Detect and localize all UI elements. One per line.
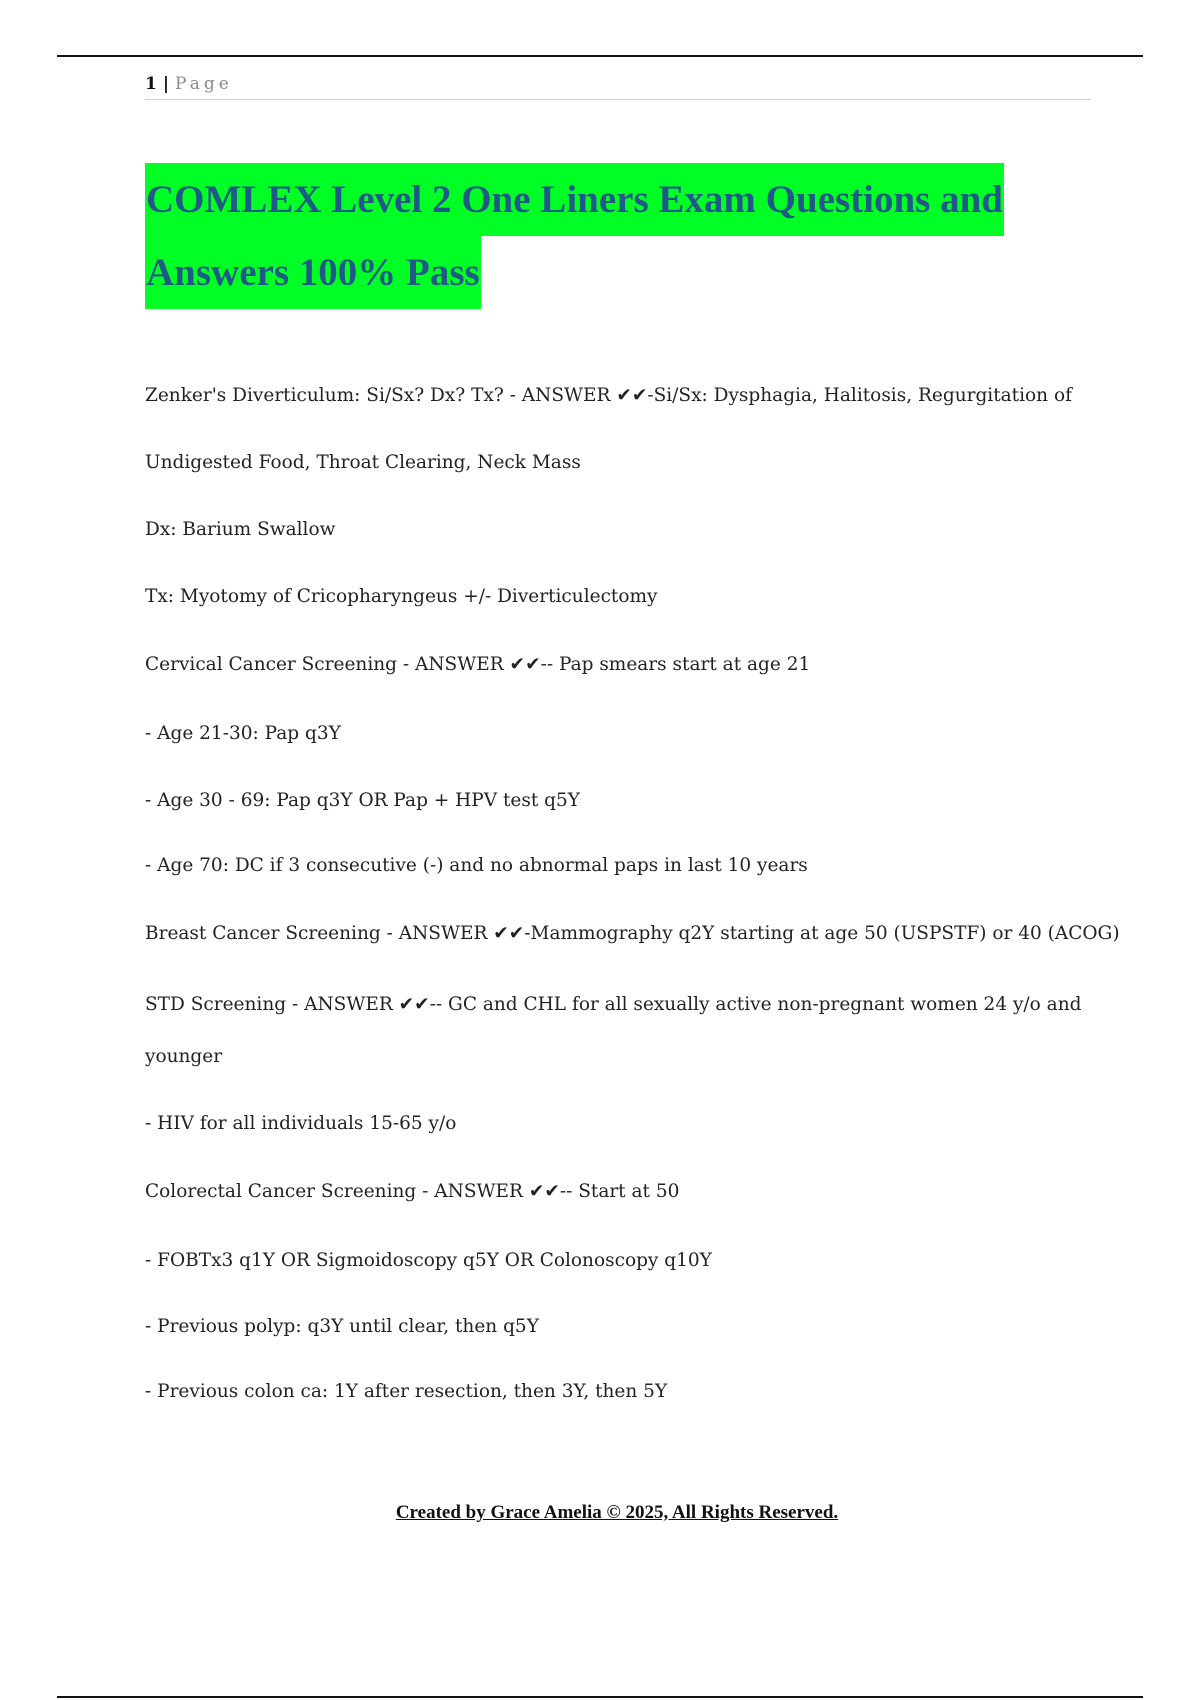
copyright-footer: Created by Grace Amelia © 2025, All Rights Reserved. bbox=[395, 1502, 839, 1523]
qa-cervical-age-21-30: - Age 21-30: Pap q3Y bbox=[145, 723, 341, 744]
page-separator: | bbox=[162, 74, 170, 94]
qa-colorectal-question: Colorectal Cancer Screening - ANSWER ✔✔-- Start at 50 bbox=[145, 1181, 680, 1202]
qa-cervical-question: Cervical Cancer Screening - ANSWER ✔✔-- Pap smears start at age 21 bbox=[145, 654, 811, 675]
title-line-1: COMLEX Level 2 One Liners Exam Questions and bbox=[145, 163, 1004, 236]
qa-zenker-tx: Tx: Myotomy of Cricopharyngeus +/- Diverticulectomy bbox=[145, 586, 658, 607]
bottom-rule bbox=[57, 1696, 1143, 1698]
qa-zenker-dx: Dx: Barium Swallow bbox=[145, 519, 336, 540]
document-title bbox=[145, 163, 1105, 309]
qa-cervical-age-30-69: - Age 30 - 69: Pap q3Y OR Pap + HPV test q5Y bbox=[145, 790, 581, 811]
qa-breast-question: Breast Cancer Screening - ANSWER ✔✔-Mammography q2Y starting at age 50 (USPSTF) or 40 (ACOG) bbox=[145, 923, 1120, 944]
page-label: Page bbox=[175, 74, 233, 94]
page-header bbox=[145, 73, 1091, 100]
qa-std-continued: younger bbox=[145, 1046, 223, 1067]
qa-zenker-question: Zenker's Diverticulum: Si/Sx? Dx? Tx? - ANSWER ✔✔-Si/Sx: Dysphagia, Halitosis, Regurgitation of bbox=[145, 385, 1072, 406]
qa-cervical-age-70: - Age 70: DC if 3 consecutive (-) and no abnormal paps in last 10 years bbox=[145, 855, 808, 876]
qa-colorectal-colon-ca: - Previous colon ca: 1Y after resection, then 3Y, then 5Y bbox=[145, 1381, 668, 1402]
qa-colorectal-polyp: - Previous polyp: q3Y until clear, then q5Y bbox=[145, 1316, 539, 1337]
qa-zenker-continued: Undigested Food, Throat Clearing, Neck Mass bbox=[145, 452, 581, 473]
qa-std-question: STD Screening - ANSWER ✔✔-- GC and CHL for all sexually active non-pregnant women 24 y/o and bbox=[145, 994, 1082, 1015]
top-rule bbox=[57, 55, 1143, 57]
qa-colorectal-methods: - FOBTx3 q1Y OR Sigmoidoscopy q5Y OR Colonoscopy q10Y bbox=[145, 1250, 712, 1271]
qa-std-hiv: - HIV for all individuals 15-65 y/o bbox=[145, 1113, 457, 1134]
page-number: 1 bbox=[145, 74, 157, 94]
title-line-2: Answers 100% Pass bbox=[145, 236, 481, 309]
